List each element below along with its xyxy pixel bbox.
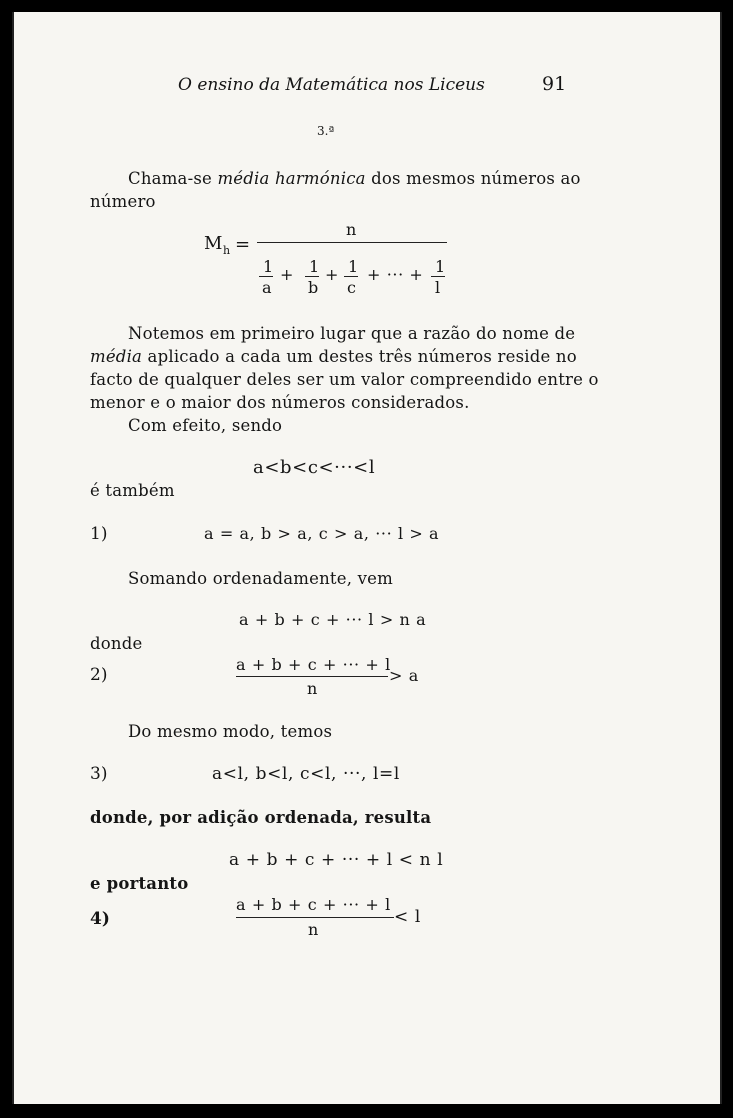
formula-denominator-c: c: [347, 278, 357, 297]
sum-less-expression: a + b + c + ··· + l < n l: [229, 850, 444, 870]
paragraph-1-line-4: menor e o maior dos números considerados.: [90, 393, 470, 412]
equation-1-label: 1): [90, 524, 108, 544]
paragraph-1-line-1: [128, 324, 576, 343]
paragraph-1-line-3: [90, 370, 599, 389]
intro-pre: Chama-se: [128, 169, 212, 188]
fraction-bar-a: [259, 276, 273, 277]
fraction-bar-b: [305, 276, 319, 277]
equation-4-label: 4): [90, 909, 110, 929]
equation-3-expression: a<l, b<l, c<l, ···, l=l: [212, 764, 400, 784]
formula-plus-ellipsis: + ··· +: [367, 265, 424, 284]
formula-denominator-b: b: [308, 278, 319, 297]
formula-subscript: h: [223, 244, 231, 257]
book-page: [12, 12, 722, 1104]
fraction-bar-c: [344, 276, 358, 277]
page-number: 91: [542, 73, 567, 95]
section-marker: 3.ª: [317, 124, 335, 138]
donde-adicao-line: donde, por adição ordenada, resulta: [90, 808, 432, 827]
paragraph-1-line-2-rest: aplicado a cada um destes três números reside no: [147, 347, 577, 366]
formula-one-c: 1: [348, 257, 359, 276]
do-mesmo-modo-line: Do mesmo modo, temos: [128, 722, 333, 741]
equation-4-numerator: a + b + c + ··· + l: [236, 895, 391, 914]
equation-2-relation: > a: [389, 666, 419, 685]
equation-2-fraction-bar: [236, 676, 388, 677]
equation-1-expression: a = a, b > a, c > a, ··· l > a: [204, 524, 440, 543]
equation-4-denominator: n: [308, 920, 319, 939]
intro-line-1: [128, 169, 581, 188]
equation-4-relation: < l: [394, 907, 421, 927]
sum-greater-expression: a + b + c + ··· l > n a: [239, 610, 427, 629]
e-tambem-line: é também: [90, 481, 175, 500]
intro-post: dos mesmos números ao: [371, 169, 581, 188]
equation-2-numerator: a + b + c + ··· + l: [236, 655, 391, 674]
intro-line-2: número: [90, 192, 156, 211]
equation-4-fraction-bar: [236, 917, 394, 918]
formula-denominator-a: a: [262, 278, 273, 297]
formula-one-l: 1: [435, 257, 446, 276]
paragraph-1-line-2: [90, 347, 577, 366]
equation-3-label: 3): [90, 764, 108, 784]
running-header-title: O ensino da Matemática nos Liceus: [178, 75, 485, 95]
paragraph-1-line-3-text: facto de qualquer deles ser um valor compreendido entre o: [90, 370, 599, 389]
term-media-harmonica: média harmónica: [217, 169, 366, 188]
term-media: média: [90, 347, 143, 366]
formula-main-fraction-bar: [257, 242, 447, 243]
donde-line: donde: [90, 634, 143, 653]
inequality-chain: a<b<c<···<l: [253, 457, 376, 478]
paragraph-1-line-1-text: Notemos em primeiro lugar que a razão do nome de: [128, 324, 576, 343]
e-portanto-line: e portanto: [90, 874, 189, 893]
formula-numerator: n: [346, 220, 357, 239]
formula-equals: =: [235, 234, 251, 255]
formula-plus-2: +: [325, 265, 340, 284]
com-efeito-line: Com efeito, sendo: [128, 416, 283, 435]
fraction-bar-l: [431, 276, 445, 277]
equation-2-denominator: n: [307, 679, 318, 698]
formula-one-a: 1: [263, 257, 274, 276]
somando-line: Somando ordenadamente, vem: [128, 569, 393, 588]
formula-plus-1: +: [280, 265, 295, 284]
formula-denominator-l: l: [435, 278, 441, 297]
formula-lhs: M: [204, 233, 224, 254]
formula-one-b: 1: [309, 257, 320, 276]
equation-2-label: 2): [90, 665, 108, 685]
